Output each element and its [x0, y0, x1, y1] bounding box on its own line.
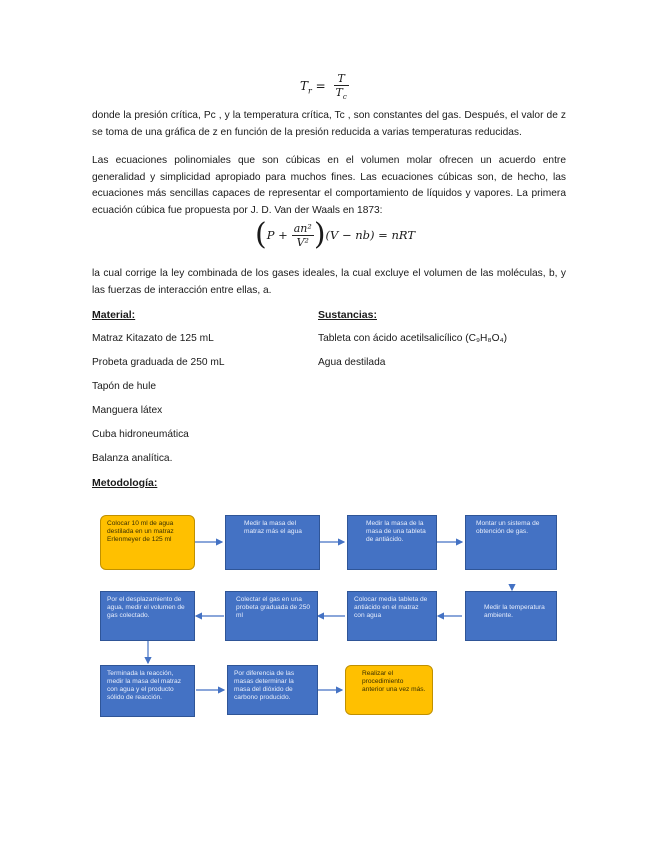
step-10-box: Por diferencia de las masas determinar la masa del dióxido de carbono producido.	[227, 665, 318, 715]
sustancia-item: Agua destilada	[318, 357, 386, 368]
material-item: Tapón de hule	[92, 381, 157, 392]
material-item: Balanza analítica.	[92, 453, 173, 464]
reduced-temperature-formula: $T_r$ = $\frac{T}{T_c}$	[300, 72, 347, 102]
formula-den-symbol: T	[335, 86, 343, 99]
formula-numerator: T	[334, 72, 349, 86]
step-8-box: Por el desplazamiento de agua, medir el volumen de gas colectado.	[100, 591, 195, 641]
step-1-box: Colocar 10 ml de agua destilada en un matraz Erlenmeyer de 125 ml	[100, 515, 195, 570]
step-11-box: Realizar el procedimiento anterior una vez más.	[345, 665, 433, 715]
paragraph-correction: la cual corrige la ley combinada de los gases ideales, la cual excluye el volumen de las moléculas, b, y las fuerzas de interacción entre ellas, a.	[92, 268, 566, 296]
step-3-box: Medir la masa de la masa de una tableta de antiácido.	[347, 515, 437, 570]
metodologia-heading: Metodología:	[92, 477, 158, 489]
sustancia-item: Tableta con ácido acetilsalicílico (C₉H₈O₄)	[318, 333, 508, 344]
material-heading: Material:	[92, 309, 136, 321]
sustancias-heading: Sustancias:	[318, 309, 377, 321]
step-5-box: Medir la temperatura ambiente.	[465, 591, 557, 641]
step-6-box: Colocar media tableta de antiácido en el matraz con agua	[347, 591, 437, 641]
formula-lhs-sub: r	[308, 86, 312, 96]
material-item: Cuba hidroneumática	[92, 429, 189, 440]
vdw-pressure-term: P +	[266, 228, 288, 242]
material-item: Probeta graduada de 250 mL	[92, 357, 225, 368]
vdw-numerator: an²	[293, 221, 312, 235]
step-4-box: Montar un sistema de obtención de gas.	[465, 515, 557, 570]
material-item: Matraz Kitazato de 125 mL	[92, 333, 214, 344]
step-9-box: Terminada la reacción, medir la masa del matraz con agua y el producto sólido de reacción.	[100, 665, 195, 717]
paragraph-critical-constants: donde la presión crítica, Pc , y la temperatura crítica, Tc , son constantes del gas. Después, el valor de z se toma de una gráfica de z en función de la presión reducida a varias temperaturas reducidas.	[92, 110, 566, 138]
step-7-box: Colectar el gas en una probeta graduada de 250 ml	[225, 591, 318, 641]
formula-lhs: T	[300, 79, 309, 94]
paragraph-cubic-equations: Las ecuaciones polinomiales que son cúbicas en el volumen molar ofrecen un acuerdo entre generalidad y simplicidad apropiado para muchos fines. Las ecuaciones cúbicas son, de hecho, las ecuaciones más sencillas capaces de representar el comportamiento de líquidos y vapores. La primera ecuación cúbica fue propuesta por J. D. Van der Waals en 1873:	[92, 155, 566, 216]
vdw-rest: (V − nb) = nRT	[325, 228, 416, 242]
vdw-denominator: V²	[296, 235, 309, 249]
formula-den-sub: c	[342, 93, 347, 102]
open-paren: (	[255, 217, 267, 252]
step-2-box: Medir la masa del matraz más el agua	[225, 515, 320, 570]
close-paren: )	[313, 217, 326, 252]
material-item: Manguera látex	[92, 405, 163, 416]
